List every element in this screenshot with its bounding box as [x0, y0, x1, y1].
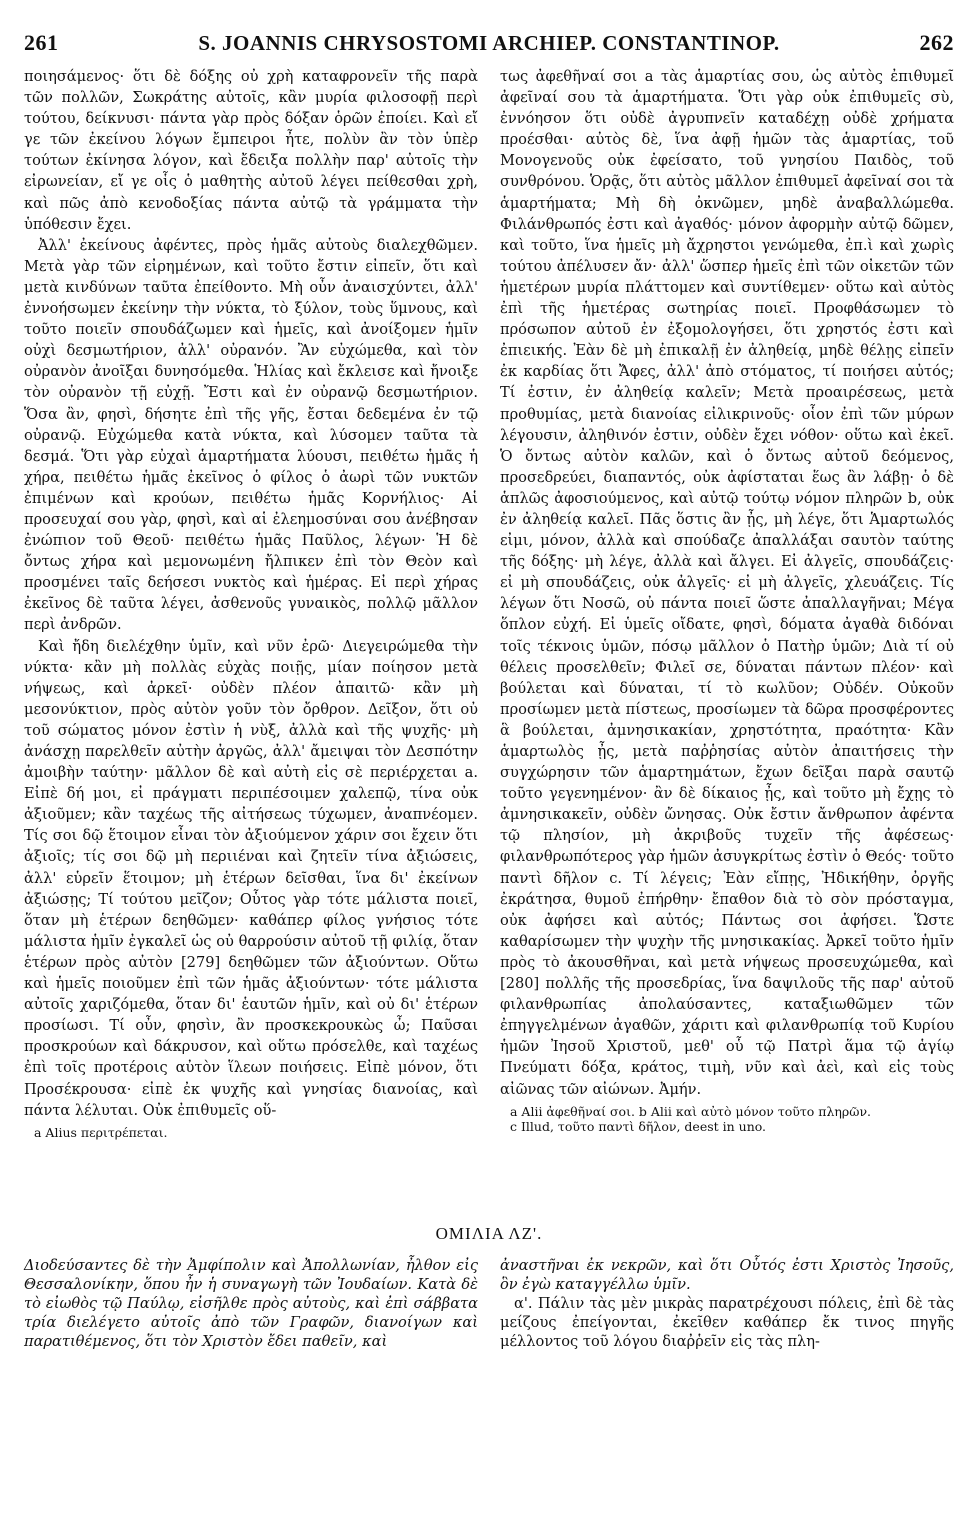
right-footnote-c: c Illud, τοῦτο παντὶ δῆλον, deest in uno. [510, 1118, 767, 1134]
left-footnote-a: a Alius περιτρέπεται. [34, 1124, 168, 1140]
left-footnotes [24, 1125, 478, 1140]
two-column-text [24, 66, 954, 1140]
section-gap [24, 1140, 954, 1224]
right-footnotes [500, 1104, 954, 1134]
right-page-number: 262 [919, 30, 954, 55]
bottom-left-column [24, 1256, 478, 1351]
left-paragraph-3: Καὶ ἤδη διελέχθην ὑμῖν, καὶ νῦν ἐρῶ· Διεγειρώμεθα τὴν νύκτα· κἂν μὴ πολλὰς εὐχὰς ποιῇς, μίαν ποίησον μετὰ νήψεως, καὶ ἀρκεῖ· οὐδὲν πλέον ἀπαιτῶ· κἂν μὴ μεσονύκτιον, πρὸς αὐτὸν γοῦν τὸν ὄρθρον. Δεῖξον, ὅτι οὐ τοῦ σώματος μόνον ἐστὶν ἡ νὺξ, ἀλλὰ καὶ τῆς ψυχῆς· μὴ ἀνάσχῃ παρελθεῖν αὐτὴν ἀργῶς, ἀλλ' ἄμειψαι τὸν Δεσπότην ἀμοιβὴν ταύτην· μᾶλλον δὲ καὶ αὐτὴ εἰς σὲ περιέρχεται a. Εἰπὲ δή μοι, εἰ πράγματι περιπέσοιμεν χαλεπῷ, τίνα οὐκ ἀξιοῦμεν; κἂν ταχέως τῆς αἰτήσεως τύχωμεν, ἀναπνέομεν. Τίς σοι δῷ ἕτοιμον εἶναι τὸν ἀξιούμενον χάριν σοι ἔχειν ὅτι ἀξιοῖς; τίς σοι δῷ μὴ περιιέναι καὶ ζητεῖν τίνα ἀξιώσεις, ἀλλ' εὑρεῖν ἕτοιμον; μὴ ἑτέρων δεῖσθαι, ἵνα δι' ἐκείνων ἀξιώσῃς; Τί τούτου μεῖζον; Οὗτος γὰρ τότε μάλιστα ποιεῖ, ὅταν μὴ ἑτέρων δεηθῶμεν· καθάπερ φίλος γνήσιος τότε μάλιστα ἡμῖν ἐγκαλεῖ ὡς οὐ θαρρούσιν αὐτοῦ τῇ φιλίᾳ, ὅταν ἑτέρων πρὸς αὐτὸν [279] δεηθῶμεν τῶν ἀξιούντων. Οὕτω καὶ ἡμεῖς ποιοῦμεν ἐπὶ τῶν ἡμᾶς ἀξιούντων· τότε μάλιστα αὐτοῖς χαριζόμεθα, ὅταν δι' ἑαυτῶν ἡμῖν, καὶ οὐ δι' ἑτέρων προσίωσι. Τί οὖν, φησὶν, ἂν προσκεκρουκὼς ὦ; Παῦσαι προσκρούων καὶ δάκρυσον, καὶ οὕτω πρόσελθε, καὶ ταχέως ἐπὶ τοῖς προτέροις αὐτὸν ἵλεων ποιήσεις. Εἰπὲ μόνον, ὅτι Προσέκρουσα· εἰπὲ ἐκ ψυχῆς καὶ γνησίας διανοίας, καὶ πάντα λέλυται. Οὐκ ἐπιθυμεῖς οὕ- [24, 637, 478, 1119]
homily-opening [24, 1256, 954, 1351]
running-header [24, 30, 954, 62]
left-column [24, 66, 478, 1140]
homily-first-paragraph: α'. Πάλιν τὰς μὲν μικρὰς παρατρέχουσι πόλεις, ἐπὶ δὲ τὰς μείζους ἐπείγονται, ἐκεῖθεν καθάπερ ἔκ τινος πηγῆς μέλλοντος τοῦ λόγου διαῤῥεῖν εἰς τὰς πλη- [500, 1294, 954, 1350]
running-title: S. JOANNIS CHRYSOSTOMI ARCHIEP. CONSTANTINOP. [198, 31, 780, 55]
homily-title: ΟΜΙΛΙΑ ΛΖ'. [435, 1223, 543, 1243]
scripture-argument-end: ἀναστῆναι ἐκ νεκρῶν, καὶ ὅτι Οὗτός ἐστι Χριστὸς Ἰησοῦς, ὃν ἐγὼ καταγγέλλω ὑμῖν. [500, 1256, 954, 1293]
left-paragraph-2: Ἀλλ' ἐκείνους ἀφέντες, πρὸς ἡμᾶς αὐτοὺς διαλεχθῶμεν. Μετὰ γὰρ τῶν εἰρημένων, καὶ τοῦτο ἔστιν εἰπεῖν, ὅτι καὶ μετὰ κινδύνων ταῦτα ἐπείθοντο. Μὴ οὖν ἀναισχύντει, ἀλλ' ἐννοήσωμεν ἐκείνην τὴν νύκτα, τὸ ξύλον, τοὺς ὕμνους, καὶ τοῦτο ποιεῖν σπουδάζωμεν καὶ ἡμεῖς, καὶ ἀνοίξομεν ἡμῖν οὐχὶ δεσμωτήριον, ἀλλ' οὐρανόν. Ἂν εὐχώμεθα, καὶ τὸν οὐρανὸν ἀνοῖξαι δυνησόμεθα. Ἡλίας καὶ ἔκλεισε καὶ ἤνοιξε τὸν οὐρανὸν τῇ εὐχῇ. Ἔστι καὶ ἐν οὐρανῷ δεσμωτήριον. Ὅσα ἂν, φησὶ, δήσητε ἐπὶ τῆς γῆς, ἔσται δεδεμένα ἐν τῷ οὐρανῷ. Εὐχώμεθα κατὰ νύκτα, καὶ λύσομεν ταῦτα τὰ δεσμά. Ὅτι γὰρ εὐχαὶ ἁμαρτήματα λύουσι, πειθέτω ἡμᾶς ἡ χήρα, πειθέτω ἡμᾶς ἐκεῖνος ὁ φίλος ὁ ἀωρὶ τῶν νυκτῶν ἐπιμένων καὶ κρούων, πειθέτω ἡμᾶς Κορνήλιος· Αἱ προσευχαί σου γὰρ, φησὶ, καὶ αἱ ἐλεημοσύναι σου ἀνέβησαν ἐνώπιον τοῦ Θεοῦ· πειθέτω ἡμᾶς Παῦλος, λέγων· Ἡ δὲ ὄντως χήρα καὶ μεμονωμένη ἤλπικεν ἐπὶ τὸν Θεὸν καὶ προσμένει ταῖς δεήσεσι νυκτὸς καὶ ἡμέρας. Εἰ περὶ χήρας ἐκεῖνος δὲ ταῦτα λέγει, ἀσθενοῦς γυναικὸς, πολλῷ μᾶλλον περὶ ἀνδρῶν. [24, 236, 478, 634]
right-footnote-ab: a Alii ἀφεθῆναί σοι. b Alii καὶ αὐτὸ μόνον τοῦτο πληρῶν. [510, 1103, 872, 1119]
scripture-argument: Διοδεύσαντες δὲ τὴν Ἀμφίπολιν καὶ Ἀπολλωνίαν, ἦλθον εἰς Θεσσαλονίκην, ὅπου ἦν ἡ συναγωγὴ τῶν Ἰουδαίων. Κατὰ δὲ τὸ εἰωθὸς τῷ Παύλῳ, εἰσῆλθε πρὸς αὐτοὺς, καὶ ἐπὶ σάββατα τρία διελέγετο αὐτοῖς ἀπὸ τῶν Γραφῶν, διανοίγων καὶ παρατιθέμενος, ὅτι τὸν Χριστὸν ἔδει παθεῖν, καὶ [24, 1256, 478, 1350]
bottom-right-column [500, 1256, 954, 1351]
right-column [500, 66, 954, 1140]
left-page-number: 261 [24, 30, 59, 55]
left-paragraph-1: ποιησάμενος· ὅτι δὲ δόξης οὐ χρὴ καταφρονεῖν τῆς παρὰ τῶν πολλῶν, Σωκράτης αὐτοῖς, κἂν μυρία φιλοσοφῇ περὶ τούτου, δείκνυσι· πάντα γὰρ πρὸς δόξαν ὁρῶν ἐποίει. Καὶ εἴ γε τῶν ἐκείνου λόγων ἔμπειροι ἦτε, πολὺν ἂν τὸν ὑπὲρ τούτων ἐκίνησα λόγον, καὶ ἔδειξα πολλὴν παρ' αὐτοῖς τὴν εἰρωνείαν, εἴ γε οἷς ὁ μαθητὴς αὐτοῦ λέγει πείθεσθαι χρὴ, καὶ πῶς ἀπὸ κενοδοξίας πάντα αὐτῷ τὰ γράμματα τὴν ὑπόθεσιν ἔχει. [24, 68, 478, 233]
right-paragraph-1: τως ἀφεθῆναί σοι a τὰς ἁμαρτίας σου, ὡς αὐτὸς ἐπιθυμεῖ ἀφεῖναί σου τὰ ἁμαρτήματα. Ὅτι γὰρ οὐκ ἐπιθυμεῖς σὺ, ἐννόησον ὅτι οὐδὲ ἀγρυπνεῖν καταδέχῃ οὐδὲ χρήματα προέσθαι· αὐτὸς δὲ, ἵνα ἀφῇ ἡμῶν τὰς ἁμαρτίας, τοῦ Μονογενοῦς οὐκ ἐφείσατο, τοῦ γνησίου Παιδὸς, τοῦ συνθρόνου. Ὁρᾷς, ὅτι αὐτὸς μᾶλλον ἐπιθυμεῖ ἀφεῖναί σοι τὰ ἁμαρτήματα; Μὴ δὴ ὀκνῶμεν, μηδὲ ἀναβαλλώμεθα. Φιλάνθρωπός ἐστι καὶ ἀγαθός· μόνον ἀφορμὴν αὐτῷ δῶμεν, καὶ τοῦτο, ἵνα ἡμεῖς μὴ ἄχρηστοι γενώμεθα, ἐπ.ὶ καὶ χωρὶς τούτου ἀπέλυσεν ἄν· ἀλλ' ὥσπερ ἡμεῖς ἐπὶ τῶν οἰκετῶν τῶν ἡμετέρων μυρία πλάττομεν καὶ συντίθεμεν· οὕτω καὶ αὐτὸς ἐπὶ τῆς ἡμετέρας σωτηρίας ποιεῖ. Προφθάσωμεν τὸ πρόσωπον αὐτοῦ ἐν ἐξομολογήσει, ὅτι χρηστός ἐστι καὶ ἐπιεικής. Ἐὰν δὲ μὴ ἐπικαλῇ ἐν ἀληθείᾳ, μηδὲ θέλῃς εἰπεῖν ἐκ καρδίας ὅτι Ἄφες, ἀλλ' ἀπὸ στόματος, τί ποιήσει αὐτός; Τί ἐστιν, ἐν ἀληθείᾳ καλεῖν; Μετὰ προαιρέσεως, μετὰ προθυμίας, μετὰ διανοίας εἰλικρινοῦς· οἷον ἐπὶ τῶν μύρων λέγουσιν, ἀληθινόν ἐστιν, οὐδὲν ἔχει νόθον· οὕτω καὶ ἐκεῖ. Ὁ ὄντως αὐτὸν καλῶν, καὶ ὁ ὄντως αὐτοῦ δεόμενος, προσεδρεύει, διαπαντός, οὐκ ἀφίσταται ἕως ἂν λάβῃ· ὁ δὲ ἁπλῶς ἀφοσιούμενος, καὶ αὐτῷ τούτῳ νόμον πληρῶν b, οὐκ ἐν ἀληθείᾳ καλεῖ. Πᾶς ὅστις ἂν ᾖς, μὴ λέγε, ὅτι Ἁμαρτωλός εἰμι, μόνον, ἀλλὰ καὶ σπούδαζε ἀπαλλάξαι σαυτὸν ταύτης τῆς δόξης· μὴ λέγε, ἀλλὰ καὶ ἄλγει. Εἰ ἀλγεῖς, σπουδάζεις· εἰ μὴ σπουδάζεις, οὐκ ἀλγεῖς· εἰ μὴ ἀλγεῖς, χλευάζεις. Τίς λέγων ὅτι Νοσῶ, οὐ πάντα ποιεῖ ὥστε ἀπαλλαγῆναι; Μέγα ὅπλον εὐχή. Εἰ ὑμεῖς οἴδατε, φησὶ, δόματα ἀγαθὰ διδόναι τοῖς τέκνοις ὑμῶν, πόσῳ μᾶλλον ὁ Πατὴρ ὑμῶν; Διὰ τί οὐ θέλεις προσελθεῖν; Φιλεῖ σε, δύναται πάντων πλέον· καὶ βούλεται καὶ δύναται, τί τὸ κωλῦον; Οὐδέν. Οὐκοῦν προσίωμεν μετὰ πίστεως, προσίωμεν τὰ δῶρα προσφέροντες ἃ βούλεται, ἀμνησικακίαν, χρηστότητα, πραότητα· Κἂν ἁμαρτωλὸς ᾖς, μετὰ παῤῥησίας αὐτὸν ἀπαιτήσεις τὴν συγχώρησιν τῶν ἁμαρτημάτων, ἔχων δεῖξαι παρὰ σαυτῷ τοῦτο γεγενημένον· ἂν δὲ δίκαιος ᾖς, καὶ τοῦτο μὴ ἔχῃς τὸ ἀμνησικακεῖν, οὐδὲν ὤνησας. Οὐκ ἔστιν ἄνθρωπον ἀφέντα τῷ πλησίον, μὴ ἀκριβοῦς τυχεῖν τῆς ἀφέσεως· φιλανθρωπότερος γὰρ ἡμῶν ἀσυγκρίτως ἐστὶν ὁ Θεός· τοῦτο παντὶ δῆλον c. Τί λέγεις; Ἐὰν εἴπῃς, Ἠδικήθην, ὀργῆς ἐκράτησα, θυμοῦ ἐπήρθην· ἔπαθον διὰ τὸ σὸν πρόσταγμα, οὐκ ἀφήσει καὶ αὐτός; Πάντως σοι ἀφήσει. Ὥστε καθαρίσωμεν τὴν ψυχὴν τῆς μνησικακίας. Ἀρκεῖ τοῦτο ἡμῖν πρὸς τὸ ἀκουσθῆναι, καὶ μετὰ νήψεως προσευχώμεθα, καὶ [280] πολλῆς τῆς προσεδρίας, ἵνα δαψιλοῦς τῆς παρ' αὐτοῦ φιλανθρωπίας ἀπολαύσαντες, καταξιωθῶμεν τῶν ἐπηγγελμένων ἀγαθῶν, χάριτι καὶ φιλανθρωπίᾳ τοῦ Κυρίου ἡμῶν Ἰησοῦ Χριστοῦ, μεθ' οὗ τῷ Πατρὶ ἅμα τῷ ἁγίῳ Πνεύματι δόξα, κράτος, τιμὴ, νῦν καὶ ἀεὶ, καὶ εἰς τοὺς αἰῶνας τῶν αἰώνων. Ἀμήν. [500, 68, 954, 1098]
